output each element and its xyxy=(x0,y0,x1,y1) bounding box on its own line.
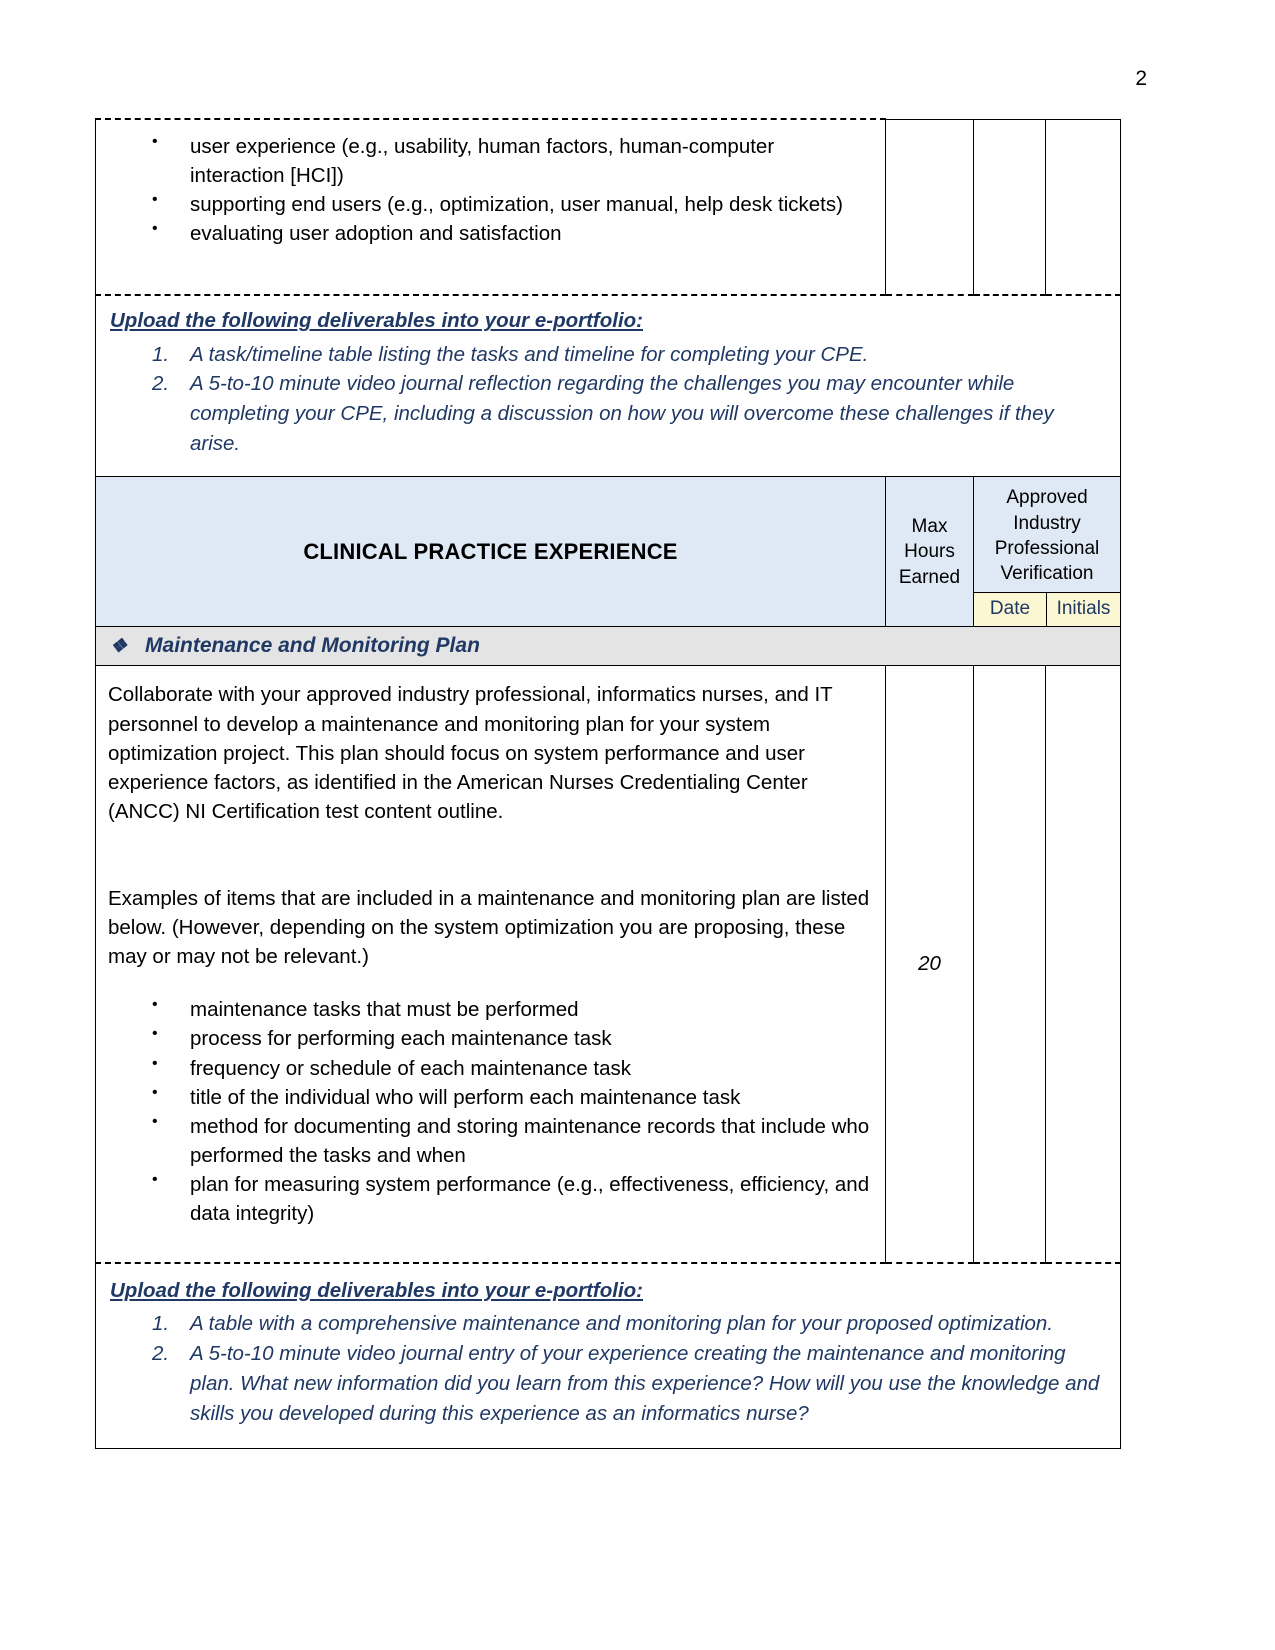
deliverables-bottom-list xyxy=(108,1309,1108,1428)
max-hours-header-cell xyxy=(886,477,974,627)
diamond-bullet-icon: ❖ xyxy=(110,636,128,658)
verification-subheader-row xyxy=(974,592,1120,626)
page-title: CLINICAL PRACTICE EXPERIENCE xyxy=(303,538,678,564)
list-item: • process for performing each maintenance task xyxy=(108,1024,873,1053)
table-row-deliverables-top xyxy=(96,295,1121,476)
continued-bullets-cell xyxy=(96,119,886,295)
task-description-cell xyxy=(96,666,886,1263)
subsection-title: Maintenance and Monitoring Plan xyxy=(145,634,480,658)
table-row-section-header xyxy=(96,477,1121,627)
list-spacer xyxy=(108,971,873,995)
deliverables-top-heading: Upload the following deliverables into your e-portfolio: xyxy=(110,309,644,333)
paragraph-spacer xyxy=(108,826,873,884)
max-hours-value-cell[interactable] xyxy=(886,666,974,1263)
max-hours-earned-value: 20 xyxy=(918,952,941,976)
list-item: • method for documenting and storing maintenance records that include who performed the tasks and when xyxy=(108,1112,873,1170)
list-item: • title of the individual who will perform each maintenance task xyxy=(108,1083,873,1112)
list-item: • frequency or schedule of each maintenance task xyxy=(108,1054,873,1083)
subsection-title-cell xyxy=(96,627,1121,666)
list-item: A 5-to-10 minute video journal entry of your experience creating the maintenance and monitoring plan. What new information did you learn from this experience? How will you use the knowledge and skills you developed during this experience as an informatics nurse? xyxy=(190,1342,1100,1425)
list-item: A task/timeline table listing the tasks and timeline for completing your CPE. xyxy=(190,342,869,366)
continued-bullet-list xyxy=(108,132,873,248)
list-item: • supporting end users (e.g., optimization, user manual, help desk tickets) xyxy=(108,190,873,219)
task-paragraph-2: Examples of items that are included in a maintenance and monitoring plan are listed below. (However, depending on the system optimization you are proposing, these may or may not be relevant.) xyxy=(108,887,870,969)
table-row-deliverables-bottom xyxy=(96,1263,1121,1448)
list-item: • maintenance tasks that must be performed xyxy=(108,995,873,1024)
list-item: A table with a comprehensive maintenance and monitoring plan for your proposed optimization. xyxy=(190,1312,1054,1336)
subsection-title-wrap xyxy=(96,627,1120,665)
max-hours-label: Max Hours Earned xyxy=(898,516,961,588)
deliverables-top-cell xyxy=(96,295,1121,476)
deliverables-top-list xyxy=(108,340,1108,459)
page-number: 2 xyxy=(1135,67,1147,90)
verification-initials-cell[interactable] xyxy=(1046,666,1121,1263)
table-row-subsection-title xyxy=(96,627,1121,666)
initials-column-label: Initials xyxy=(1047,593,1120,626)
verification-label: Approved Industry Professional Verification xyxy=(994,487,1100,585)
date-column-label: Date xyxy=(974,593,1047,626)
task-paragraph-1: Collaborate with your approved industry professional, informatics nurses, and IT personnel to develop a maintenance and monitoring plan for your system optimization project. This plan should focus on system performance and user experience factors, as identified in the American Nurses Credentialing Center (ANCC) NI Certification test content outline. xyxy=(108,683,833,823)
list-item: • plan for measuring system performance (e.g., effectiveness, efficiency, and data integrity) xyxy=(108,1170,873,1228)
table-row-continued-bullets xyxy=(96,119,1121,295)
task-bullet-list xyxy=(108,995,873,1228)
cpe-table xyxy=(95,118,1121,1449)
section-title-cell xyxy=(96,477,886,627)
verification-header-cell xyxy=(974,477,1121,627)
initials-cell-continued[interactable] xyxy=(1046,119,1121,295)
date-cell-continued[interactable] xyxy=(974,119,1046,295)
verification-date-cell[interactable] xyxy=(974,666,1046,1263)
deliverables-bottom-heading: Upload the following deliverables into your e-portfolio: xyxy=(110,1279,644,1303)
list-item: A 5-to-10 minute video journal reflection regarding the challenges you may encounter while completing your CPE, including a discussion on how you will overcome these challenges if they arise. xyxy=(190,372,1054,455)
deliverables-bottom-cell xyxy=(96,1263,1121,1448)
list-item: • evaluating user adoption and satisfaction xyxy=(108,219,873,248)
hours-cell-continued[interactable] xyxy=(886,119,974,295)
list-item: • user experience (e.g., usability, human factors, human-computer interaction [HCI]) xyxy=(108,132,873,190)
table-row-task xyxy=(96,666,1121,1263)
